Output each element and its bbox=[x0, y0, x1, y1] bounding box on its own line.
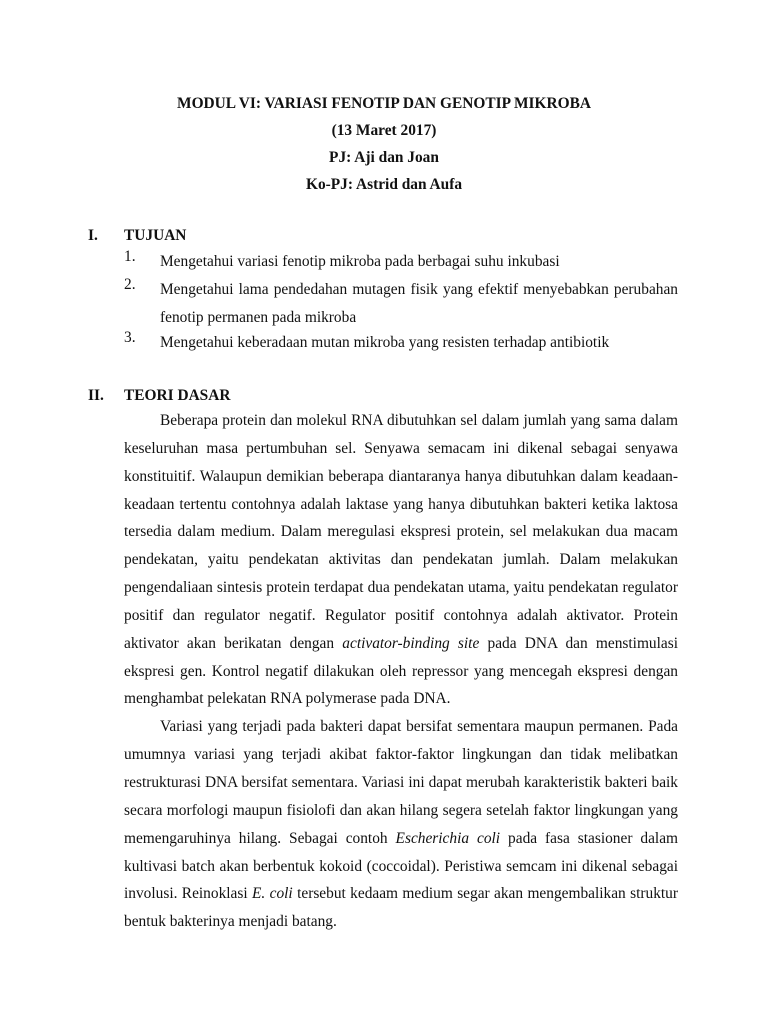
kopj-line: Ko-PJ: Astrid dan Aufa bbox=[305, 176, 463, 193]
paragraph-1 bbox=[124, 407, 678, 713]
paragraph-2 bbox=[124, 713, 678, 936]
pj-line: PJ: Aji dan Joan bbox=[329, 149, 439, 166]
objective-number: 1. bbox=[124, 248, 136, 265]
paragraph-2-text-c: tersebut kedaam medium segar akan mengembalikan struktur bentuk bakterinya menjadi batang. bbox=[124, 885, 678, 931]
section-2-number: II. bbox=[88, 387, 104, 404]
paragraph-1-text-a: Beberapa protein dan molekul RNA dibutuhkan sel dalam jumlah yang sama dalam keseluruhan masa pertumbuhan sel. Senyawa semacam ini dikenal sebagai senyawa konstituitif. Walaupun demikian beberapa diantaranya hanya dibutuhkan dalam keadaan-keadaan tertentu contohnya adalah laktase yang hanya dibutuhkan bakteri ketika laktosa tersedia dalam medium. Dalam meregulasi ekspresi protein, sel melakukan dua macam pendekatan, yaitu pendekatan aktivitas dan pendekatan jumlah. Dalam melakukan pengendaliaan sintesis protein terdapat dua pendekatan utama, yaitu pendekatan regulator positif dan regulator negatif. Regulator positif contohnya adalah aktivator. Protein aktivator akan berikatan dengan bbox=[124, 412, 678, 652]
paragraph-2-text-a: Variasi yang terjadi pada bakteri dapat bersifat sementara maupun permanen. Pada umumnya variasi yang terjadi akibat faktor-faktor lingkungan dan tidak melibatkan restrukturasi DNA bersifat sementara. Variasi ini dapat merubah karakteristik bakteri baik secara morfologi maupun fisiolofi dan akan hilang segera setelah faktor lingkungan yang memengaruhinya hilang. Sebagai contoh bbox=[124, 718, 678, 847]
objective-number: 3. bbox=[124, 329, 136, 346]
title-block bbox=[0, 90, 768, 198]
section-2-heading: TEORI DASAR bbox=[124, 387, 231, 404]
paragraph-1-italic: activator-binding site bbox=[342, 634, 480, 652]
objective-text: Mengetahui lama pendedahan mutagen fisik yang efektif menyebabkan perubahan fenotip permanen pada mikroba bbox=[160, 281, 678, 326]
paragraph-2-italic-2: E. coli bbox=[252, 885, 293, 903]
paragraph-2-italic-1: Escherichia coli bbox=[395, 829, 501, 847]
section-1-heading: TUJUAN bbox=[124, 227, 187, 244]
paragraph-2-text-b: pada fasa stasioner dalam kultivasi batch akan berbentuk kokoid (coccoidal). Peristiwa semcam ini dikenal sebagai involusi. Reinoklasi bbox=[124, 829, 679, 903]
module-date: (13 Maret 2017) bbox=[331, 122, 437, 139]
objective-number: 2. bbox=[124, 276, 136, 293]
module-title: MODUL VI: VARIASI FENOTIP DAN GENOTIP MIKROBA bbox=[177, 95, 591, 112]
objective-text: Mengetahui variasi fenotip mikroba pada berbagai suhu inkubasi bbox=[160, 253, 560, 270]
objective-text: Mengetahui keberadaan mutan mikroba yang resisten terhadap antibiotik bbox=[160, 334, 610, 351]
paragraph-1-text-b: pada DNA dan menstimulasi ekspresi gen. Kontrol negatif dilakukan oleh repressor yang mencegah ekspresi dengan menghambat pelekatan RNA polymerase pada DNA. bbox=[124, 634, 678, 708]
theory-body bbox=[124, 407, 678, 936]
section-1-number: I. bbox=[88, 227, 98, 244]
